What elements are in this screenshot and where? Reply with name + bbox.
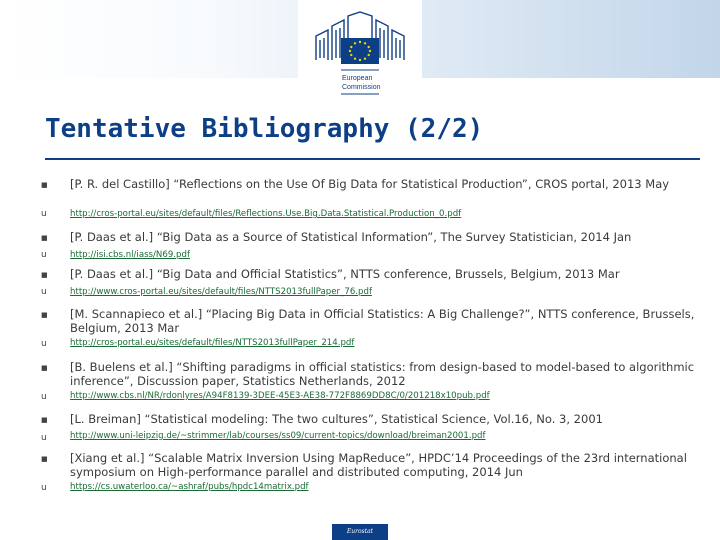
bullet-u-icon: u [41, 250, 47, 260]
eurostat-badge-label: Eurostat [346, 528, 374, 535]
bullet-square-icon: ■ [41, 271, 48, 279]
bullet-square-icon: ■ [41, 311, 48, 319]
reference-4-link[interactable]: http://cros-portal.eu/sites/default/files/NTTS2013fullPaper_214.pdf [70, 338, 355, 348]
reference-3-text: [P. Daas et al.] “Big Data and Official Statistics”, NTTS conference, Brussels, Belgium, 2013 Mar [70, 267, 620, 281]
reference-2-link[interactable]: http://isi.cbs.nl/iass/N69.pdf [70, 250, 190, 260]
reference-2-text: [P. Daas et al.] “Big Data as a Source of Statistical Information”, The Survey Statistician, 2014 Jan [70, 230, 632, 244]
bullet-square-icon: ■ [41, 416, 48, 424]
european-commission-logo [298, 0, 422, 100]
bullet-u-icon: u [41, 209, 47, 219]
logo-text-line2: Commission [342, 84, 381, 91]
reference-7-link[interactable]: https://cs.uwaterloo.ca/~ashraf/pubs/hpdc14matrix.pdf [70, 482, 309, 492]
bullet-u-icon: u [41, 392, 47, 402]
bullet-u-icon: u [41, 433, 47, 443]
reference-5-link[interactable]: http://www.cbs.nl/NR/rdonlyres/A94F8139-3DEE-45E3-AE38-772F8869DD8C/0/201218x10pub.pdf [70, 391, 490, 401]
bullet-u-icon: u [41, 287, 47, 297]
reference-3-link[interactable]: http://www.cros-portal.eu/sites/default/files/NTTS2013fullPaper_76.pdf [70, 287, 372, 297]
reference-6-link[interactable]: http://www.uni-leipzig.de/~strimmer/lab/courses/ss09/current-topics/download/breiman2001.pdf [70, 431, 486, 441]
bullet-square-icon: ■ [41, 234, 48, 242]
bullet-square-icon: ■ [41, 181, 48, 189]
logo-text-line1: European [342, 75, 373, 82]
reference-1-text: [P. R. del Castillo] “Reflections on the Use Of Big Data for Statistical Production”, CROS portal, 2013 May [70, 177, 670, 191]
reference-7-text: [Xiang et al.] “Scalable Matrix Inversion Using MapReduce”, HPDC’14 Proceedings of the 23rd international symposium on High-performance parallel and distributed computing, 2014 Jun [70, 451, 687, 479]
reference-1-link[interactable]: http://cros-portal.eu/sites/default/files/Reflections.Use.Big.Data.Statistical.Production_0.pdf [70, 209, 462, 219]
page-title: Tentative Bibliography (2/2) [45, 114, 484, 144]
eurostat-badge [332, 524, 388, 540]
reference-4-text: [M. Scannapieco et al.] “Placing Big Data in Official Statistics: A Big Challenge?”, NTTS conference, Brussels, Belgium, 2013 Mar [70, 307, 695, 335]
reference-5-text: [B. Buelens et al.] “Shifting paradigms in official statistics: from design-based to model-based to algorithmic inference”, Discussion paper, Statistics Netherlands, 2012 [70, 360, 695, 388]
bullet-u-icon: u [41, 339, 47, 349]
title-underline [45, 158, 700, 160]
bullet-u-icon: u [41, 483, 47, 493]
reference-6-text: [L. Breiman] “Statistical modeling: The two cultures”, Statistical Science, Vol.16, No. 3, 2001 [70, 412, 603, 426]
bullet-square-icon: ■ [41, 455, 48, 463]
bullet-square-icon: ■ [41, 364, 48, 372]
